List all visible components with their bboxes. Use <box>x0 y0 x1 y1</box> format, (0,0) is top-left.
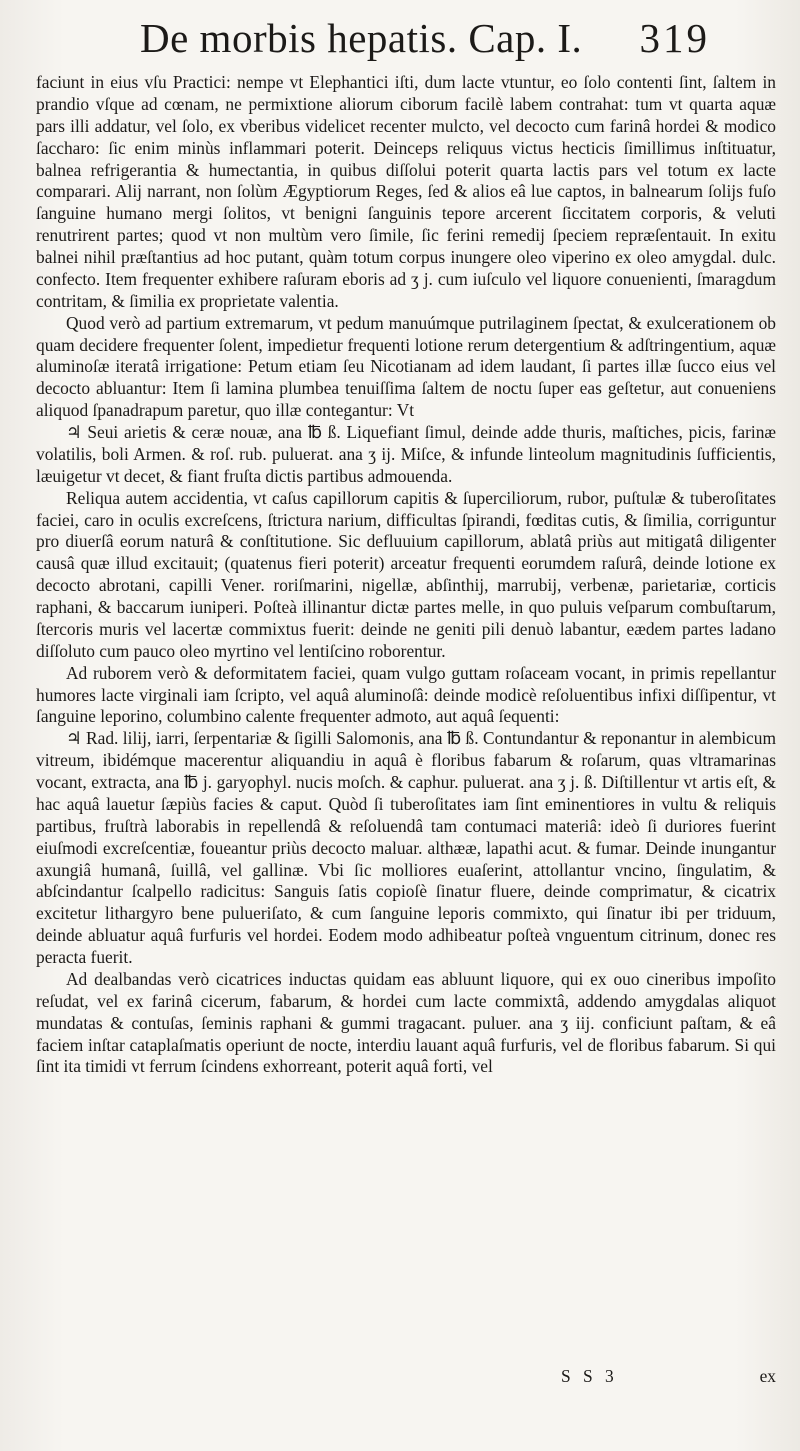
paragraph-continuation: faciunt in eius vſu Practici: nempe vt Elephantici iſti, dum lacte vtuntur, eo ſolo contenti ſint, ſaltem in prandio vſque ad cœnam, ne permixtione aliorum ciborum facilè labem contrahat: tum vt quarta aquæ pars illi addatur, vel ſolo, ex vberibus videlicet recenter mulcto, vel decocto cum farinâ hordei & modico ſaccharo: ſic enim minùs inflammari poterit. Deinceps reliquus victus hecticis ſimillimus inſtituatur, balnea refrigerantia & humectantia, in quibus diſſolui poterit quarta lactis pars vel totum ex lacte comparari. Alij narrant, non ſolùm Ægyptiorum Reges, ſed & alios eâ lue captos, in balnearum ſolijs fuſo ſanguine humano mergi ſolitos, vt benigni ſanguinis tepore arcerent ſiccitatem corporis, & veluti renutrirent partes; quod vt non multùm vero ſimile, ſic ferini remedij ſpeciem repræſentauit. In exitu balnei nihil præſtantius ad hoc putant, quàm totum corpus inungere oleo viperino ex oleo amygdal. dulc. confecto. Item frequenter exhibere raſuram eboris ad ʒ j. cum iuſculo vel liquore conuenienti, ſmaragdum contritam, & ſimilia ex proprietate valentia. <box>36 72 776 311</box>
paragraph-extremities: Quod verò ad partium extremarum, vt pedum manuúmque putrilaginem ſpectat, & exulcerationem ob quam decidere frequenter ſolent, impedietur frequenti lotione rerum detergentium & adſtringentium, aquæ aluminoſæ iteratâ irrigatione: Petum etiam ſeu Nicotianam ad idem laudant, ſi partes illæ ſucco eius vel decocto abluantur: Item ſi lamina plumbea tenuiſſima ſaltem de noctu ſuper eas geſtetur, aut conueniens aliquod ſpanadrapum paretur, quo illæ contegantur: Vt <box>36 312 776 421</box>
recipe-distilled-water: ♃ Rad. lilij, iarri, ſerpentariæ & ſigilli Salomonis, ana ℔ ß. Contundantur & reponantur in alembicum vitreum, ibidémque macerentur aliquandiu in aquâ è floribus fabarum & roſarum, quas vltramarinas vocant, extracta, ana ℔ j. garyophyl. nucis moſch. & caphur. puluerat. ana ʒ j. ß. Diſtillentur vt artis eſt, & hac aquâ lauetur ſæpiùs facies & caput. Quòd ſi tuberoſitates iam ſint eminentiores in vultu & reliquis partibus, fruſtrà laborabis in repellendâ & reſoluendâ tam contumaci materiâ: ideò ſi duriores fuerint eiuſmodi excreſcentiæ, foueantur priùs decocto maluar. althææ, lapathi acut. & fumar. Deinde inungantur axungiâ humanâ, ſuillâ, vel gallinæ. Vbi ſic molliores euaſerint, attollantur vncino, ſingulatim, & abſcindantur ſcalpello radicitus: Sanguis ſatis copioſè ſinatur fluere, deinde comprimatur, & cicatrix excitetur lithargyro bene pulueriſato, & cum ſanguine leporis commixto, qui ſinatur ibi per triduum, deinde abluatur aquâ furfuris vel hordei. Eodem modo adhibeatur poſteà vnguentum citrinum, donec res peracta fuerit. <box>36 728 776 967</box>
signature-mark: S S 3 <box>561 1366 618 1386</box>
catchword: ex <box>759 1366 776 1386</box>
page-number: 319 <box>639 15 710 61</box>
running-title: De morbis hepatis. Cap. I. <box>140 15 583 61</box>
page-footer <box>36 1366 776 1390</box>
recipe-plaster: ♃ Seui arietis & ceræ nouæ, ana ℔ ß. Liquefiant ſimul, deinde adde thuris, maſtiches, picis, farinæ volatilis, boli Armen. & roſ. rub. puluerat. ana ʒ ij. Miſce, & infunde linteolum magnitudinis ſufficientis, læuigetur vt decet, & fiant fruſta dictis partibus admouenda. <box>36 422 776 486</box>
body-text <box>36 72 776 1078</box>
paragraph-scars: Ad dealbandas verò cicatrices inductas quidam eas abluunt liquore, qui ex ouo cineribus impoſito reſudat, vel ex farinâ cicerum, fabarum, & hordei cum lacte commixtâ, addendo amygdalas aliquot mundatas & contuſas, ſeminis raphani & gummi tragacant. puluer. ana ʒ iij. conficiunt paſtam, & eâ faciem inſtar cataplaſmatis operiunt de nocte, interdiu lauant aquâ furfuris, vel de floribus fabarum. Si qui ſint ita timidi vt ferrum ſcindens exhorreant, poterit aquâ forti, vel <box>36 968 776 1077</box>
paragraph-face-redness: Ad ruborem verò & deformitatem faciei, quam vulgo guttam roſaceam vocant, in primis repellantur humores lacte virginali iam ſcripto, vel aquâ aluminoſâ: deinde modicè reſoluentibus infixi diſſipentur, vt ſanguine leporino, columbino calente frequenter admoto, aut aquâ ſequenti: <box>36 662 776 727</box>
page-header <box>140 10 710 70</box>
paragraph-accidents: Reliqua autem accidentia, vt caſus capillorum capitis & ſuperciliorum, rubor, puſtulæ & tuberoſitates faciei, caro in oculis excreſcens, ſtrictura narium, difficultas ſpirandi, fœditas cutis, & ſimilia, corriguntur pro diuerſâ eorum naturâ & conſtitutione. Sic defluuium capillorum, ablatâ priùs aut mitigatâ diligenter causâ quæ illud excitauit; (quatenus fieri poterit) arceatur frequenti eorumdem raſurâ, deinde lotione ex decocto abrotani, capilli Vener. roriſmarini, nigellæ, abſinthij, marrubij, verbenæ, parietariæ, corticis raphani, & baccarum iuniperi. Poſteà illinantur dictæ partes melle, in quo puluis veſparum combuſtarum, ſtercoris muris vel lacertæ commixtus fuerit: deinde ne geniti pili denuò labantur, eædem partes ladano diſſoluto cum pauco oleo myrtino vel lentiſcino roborentur. <box>36 487 776 661</box>
